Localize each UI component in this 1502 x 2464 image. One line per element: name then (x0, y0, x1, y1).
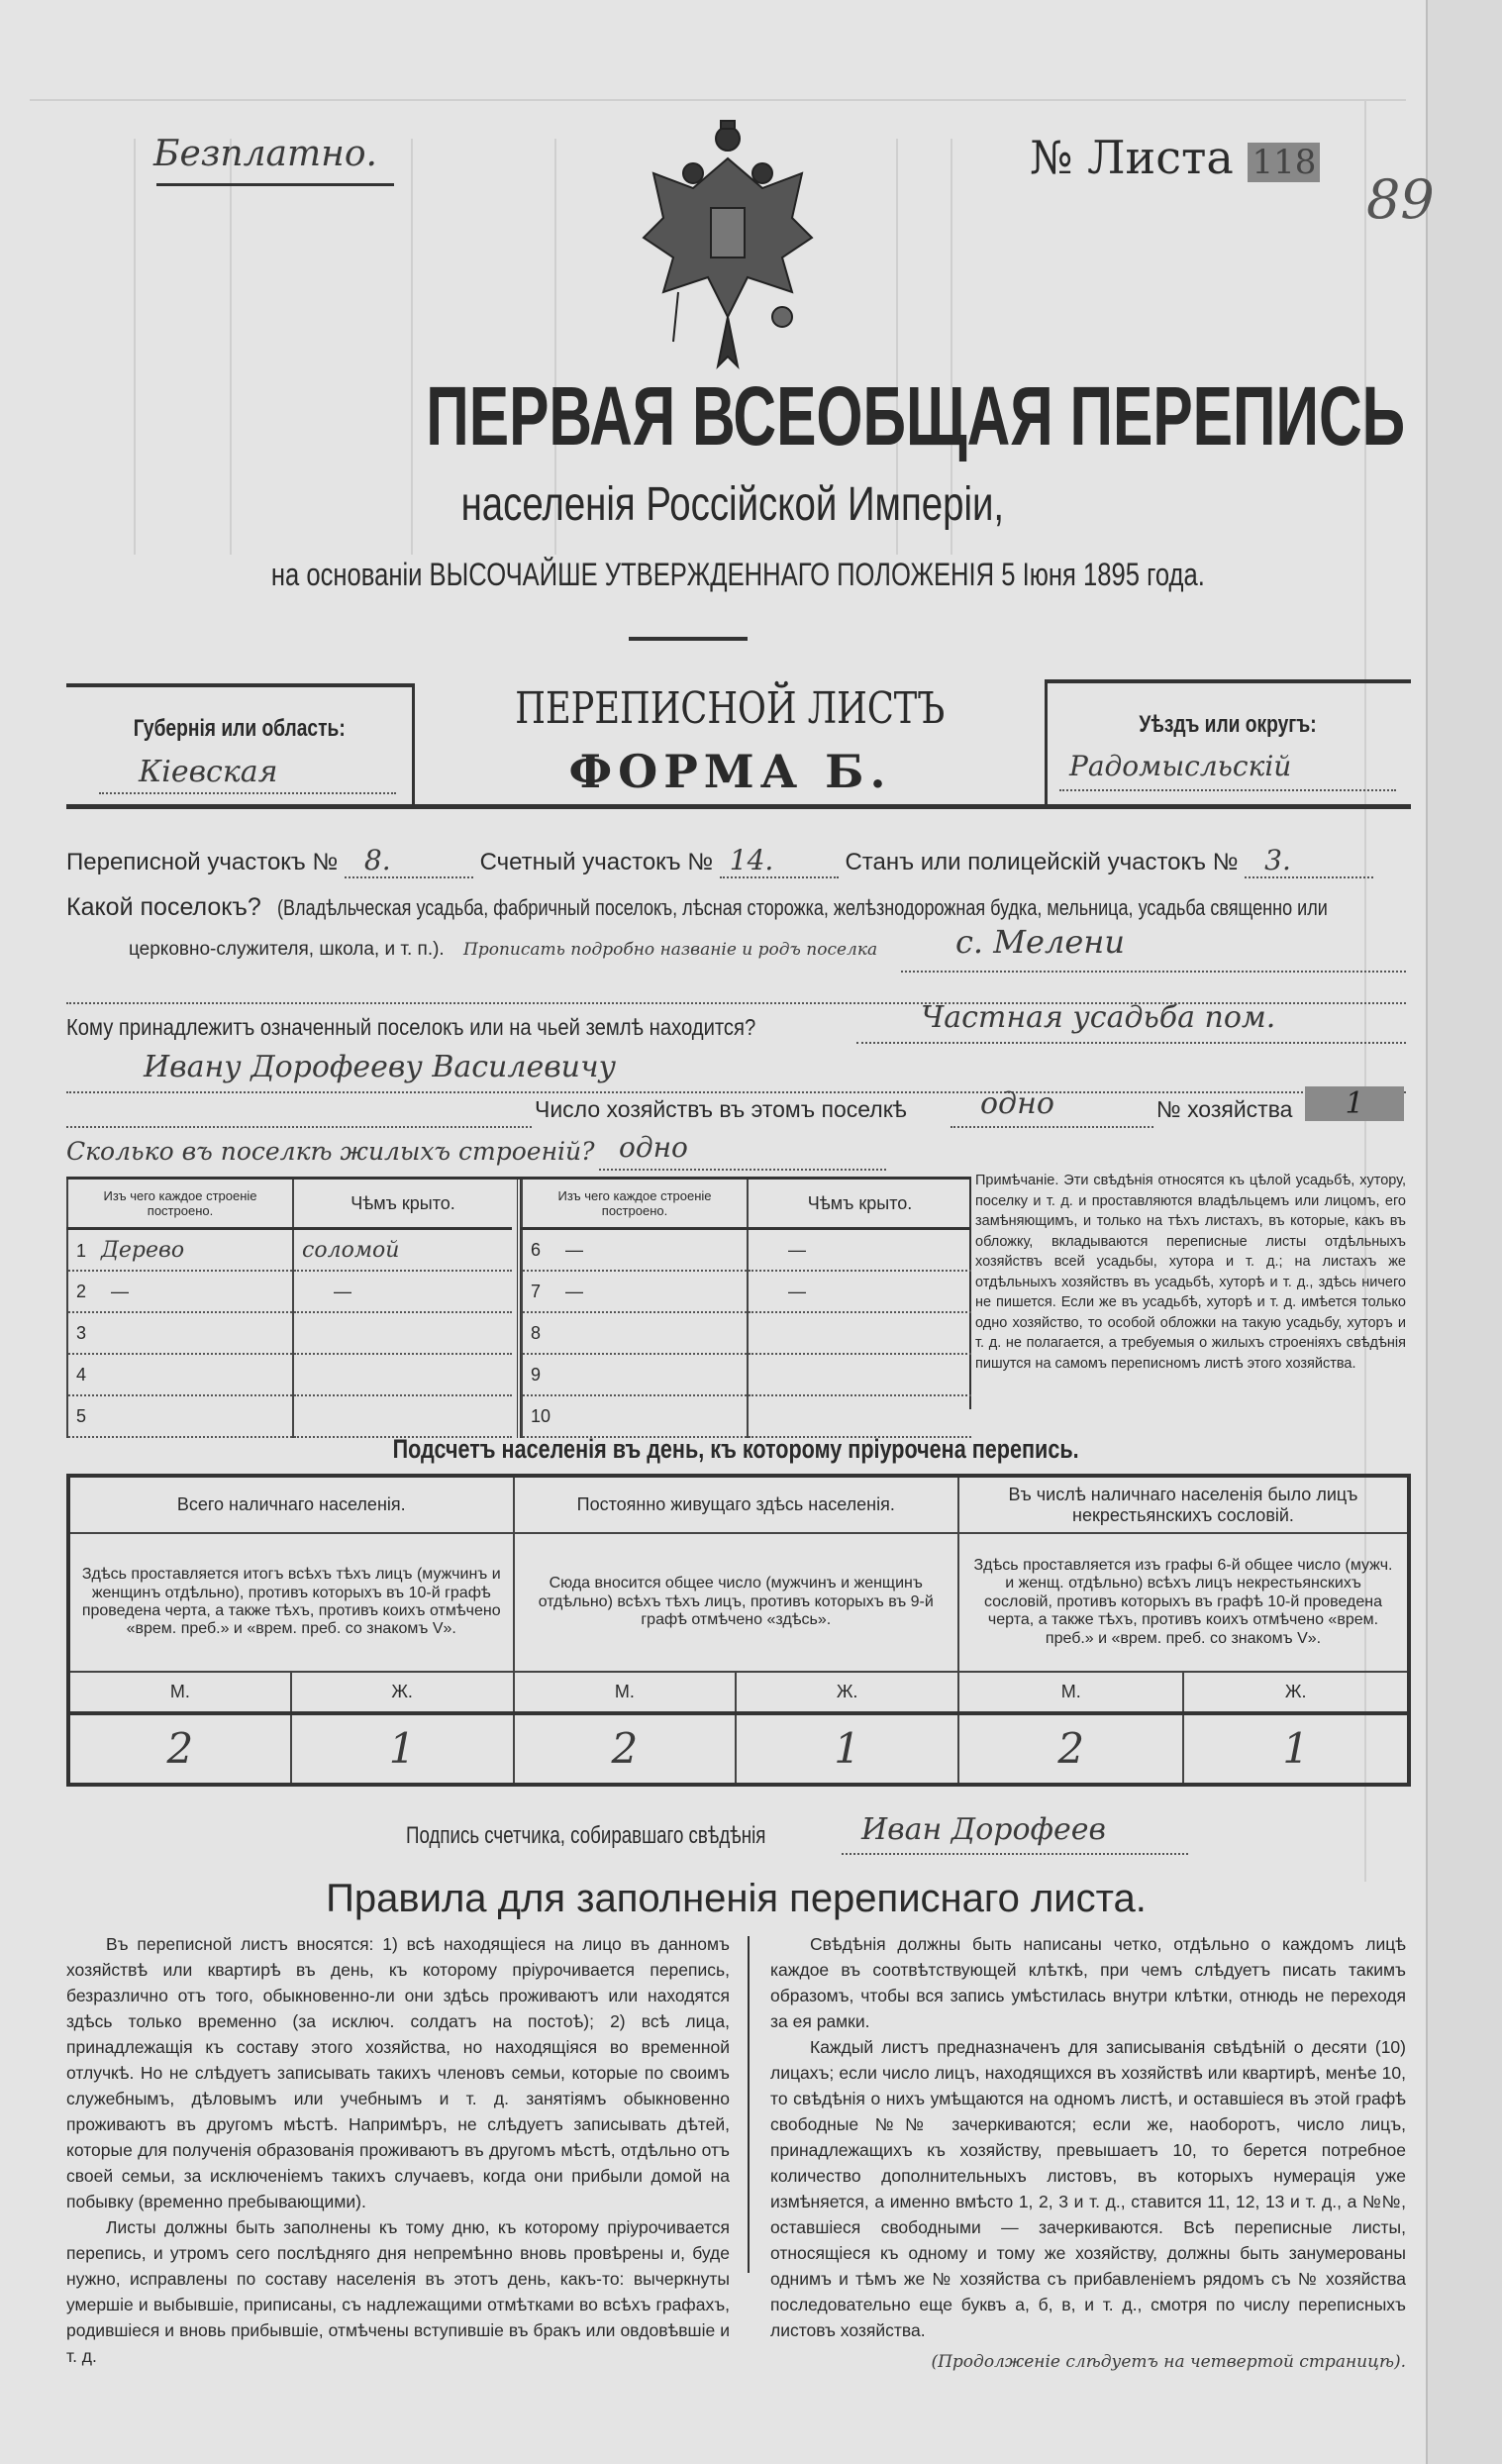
settlement-hint-3: Прописать подробно названіе и родъ поселка (463, 940, 878, 960)
title-divider (629, 637, 748, 641)
table-row (67, 1271, 512, 1312)
settlement-row-2 (129, 939, 877, 961)
col-roof-header: Чѣмъ крыто. (293, 1180, 512, 1229)
sheet-number-value: 118 (1248, 143, 1320, 182)
form-title (416, 683, 1045, 734)
form-header-divider-right (1045, 679, 1048, 805)
permanent-female-value[interactable]: 1 (736, 1713, 958, 1785)
signature-label-text: Подпись счетчика, собиравшаго свѣдѣнія (406, 1822, 766, 1849)
rules-paragraph: Свѣдѣнія должны быть написаны четко, отдѣльно о каждомъ лицѣ каждое въ соотвѣтствующей клѣткѣ, при чемъ слѣдуетъ писать такимъ образомъ, чтобы вся запись умѣстилась внутри клѣтки, отнюдь не переходя за ея рамки. (770, 1934, 1406, 2031)
roof-cell[interactable] (748, 1312, 971, 1354)
household-no-value[interactable]: 1 (1305, 1086, 1404, 1121)
page-subtitle: населенія Россійской Имперіи, (460, 478, 1005, 531)
total-female-value[interactable]: 1 (291, 1713, 514, 1785)
roof-cell[interactable]: — (748, 1271, 971, 1312)
households-line-left (66, 1126, 532, 1128)
total-male-value[interactable]: 2 (68, 1713, 291, 1785)
households-value[interactable]: одно (980, 1086, 1054, 1121)
rules-paragraph: Листы должны быть заполнены къ тому дню, къ которому пріурочивается перепись, и утромъ сего послѣдняго дня непремѣнно вновь провѣрены и, буде нужно, исправлены по составу населенія въ этотъ день, какъ-то: вычеркнуты умершіе и выбывшіе, приписаны, съ надлежащими отмѣтками во всѣхъ графахъ, родившіеся и вновь прибывшіе, отмѣчены вступившіе въ бракъ или овдовѣвшіе и т. д. (66, 2217, 730, 2366)
rules-paragraph: Каждый листъ предназначенъ для записыванія свѣдѣній о десяти (10) лицахъ; если число лицъ, находящихся въ хозяйствѣ или квартирѣ, менѣе 10, то свѣдѣнія о нихъ умѣщаются на одномъ листѣ, и оставшіеся въ этой графѣ свободные №№ зачеркиваются; если же, наоборотъ, число лицъ, принадлежащихъ къ хозяйству, превышаетъ 10, то берется потребное количество дополнительныхъ листовъ, въ которыхъ нумерація уже измѣняется, а именно вмѣсто 1, 2, 3 и т. д., ставится 11, 12, 13 и т. д., а №№, оставшіеся свободными — зачеркиваются. Всѣ переписные листы, относящіеся къ одному и тому же хозяйству, должны быть занумерованы однимъ и тѣмъ же № хозяйства съ прибавленіемъ рядомъ съ № хозяйства последовательно еще буквъ а, б, в, и т. д., смотря по числу переписныхъ листовъ хозяйства. (770, 2037, 1406, 2340)
female-label: Ж. (1183, 1672, 1409, 1713)
settlement-hint: (Владѣльческая усадьба, фабричный поселокъ, лѣсная сторожка, желѣзнодорожная будка, мельница, усадьба священно или (276, 895, 1328, 920)
count-desc-total: Здѣсь проставляется итогъ всѣхъ тѣхъ лицъ (мужчинъ и женщинъ отдѣльно), противъ которыхъ въ 10-й графѣ проведена черта, а также тѣхъ, противъ коихъ отмѣчено «врем. преб.» и «врем. преб. со знакомъ V». (68, 1533, 514, 1672)
settlement-hint-2: церковно-служителя, школа, и т. п.). (129, 939, 445, 960)
uezd-value[interactable]: Радомысльскій (1069, 750, 1292, 782)
household-no-label: № хозяйства (1156, 1096, 1293, 1122)
row-number: 8 (531, 1322, 542, 1343)
owner-value-2[interactable]: Ивану Дорофееву Василевичу (144, 1050, 617, 1084)
settlement-label: Какой поселокъ? (66, 893, 261, 921)
police-district-label: Станъ или полицейскій участокъ № (845, 849, 1239, 875)
row-number: 7 (531, 1281, 542, 1301)
count-desc-permanent: Сюда вносится общее число (мужчинъ и женщинъ отдѣльно) всѣхъ тѣхъ лицъ, противъ которыхъ въ 9-й графѣ отмѣчено «здѣсь». (514, 1533, 959, 1672)
rules-left-column (66, 1931, 730, 2369)
permanent-male-value[interactable]: 2 (514, 1713, 737, 1785)
roof-cell[interactable] (293, 1312, 512, 1354)
buildings-table-left (66, 1180, 512, 1438)
archive-page-number: 89 (1366, 168, 1435, 231)
counting-district-value[interactable]: 14. (720, 844, 839, 878)
col-roof-header-2: Чѣмъ крыто. (748, 1180, 971, 1229)
buildings-line (599, 1169, 886, 1171)
guberniya-dotted-line (99, 792, 396, 794)
double-headed-eagle-icon (634, 119, 822, 371)
count-title-text: Подсчетъ населенія въ день, къ которому пріурочена перепись. (393, 1434, 1079, 1464)
page-title: ПЕРВАЯ ВСЕОБЩАЯ ПЕРЕПИСЬ (426, 369, 1406, 462)
roof-cell[interactable]: — (748, 1230, 971, 1271)
households-label: Число хозяйствъ въ этомъ поселкѣ (535, 1096, 907, 1122)
female-label: Ж. (291, 1672, 514, 1713)
households-line (951, 1126, 1153, 1128)
sheet-number-label: № Листа (1030, 131, 1234, 184)
guberniya-label-text: Губернія или область: (134, 715, 346, 742)
signature-label (406, 1822, 867, 1850)
bleed-line (230, 139, 232, 555)
owner-value-1[interactable]: Частная усадьба пом. (921, 1000, 1276, 1035)
settlement-line (901, 971, 1406, 973)
table-row (522, 1312, 971, 1354)
population-count-table (66, 1474, 1411, 1787)
table-row (67, 1395, 512, 1437)
sheet-number (1030, 131, 1320, 184)
buildings-table (66, 1177, 971, 1426)
owner-line (856, 1042, 1406, 1044)
uezd-dotted-line (1059, 789, 1396, 791)
signature-value[interactable]: Иван Дорофеев (861, 1812, 1106, 1847)
form-header-divider-left (412, 683, 415, 805)
count-desc-nonpeasant: Здѣсь проставляется изъ графы 6-й общее число (мужч. и женщ. отдѣльно) всѣхъ лицъ некрестьянскихъ сословій, противъ которыхъ въ графѣ 10-й проведена черта, а также тѣхъ, противъ коихъ отмѣчено «врем. преб.» и «врем. преб. со знакомъ V». (958, 1533, 1409, 1672)
row-number: 2 (76, 1281, 87, 1301)
material-cell[interactable]: — (565, 1281, 584, 1301)
rules-right-column (770, 1931, 1406, 2375)
roof-cell[interactable]: — (293, 1271, 512, 1312)
form-header-bottom (66, 804, 1411, 809)
row-number: 4 (76, 1364, 87, 1385)
table-row (522, 1230, 971, 1271)
table-row (522, 1271, 971, 1312)
count-heading-permanent: Постоянно живущаго здѣсь населенія. (514, 1476, 959, 1533)
row-number: 5 (76, 1405, 87, 1426)
owner-line-2 (66, 1091, 1406, 1093)
female-label: Ж. (736, 1672, 958, 1713)
roof-cell[interactable] (293, 1354, 512, 1395)
form-name: ФОРМА Б. (568, 745, 892, 798)
rules-column-divider (748, 1936, 750, 2273)
settlement-row (66, 893, 1502, 922)
roof-cell[interactable] (293, 1395, 512, 1437)
district-row (66, 844, 1373, 878)
guberniya-label (66, 715, 413, 743)
free-label: Безплатно. (153, 134, 377, 174)
bleed-line (134, 139, 136, 555)
buildings-value[interactable]: одно (619, 1131, 688, 1164)
buildings-note: Примѣчаніе. Эти свѣдѣнія относятся къ цѣлой усадьбѣ, хутору, поселку и т. д. и проставляются владѣльцемъ или лицомъ, его замѣняющимъ, и только на тѣхъ листахъ, въ которые, какъ въ обложку, вкладываются переписные листы отдѣльныхъ хозяйствъ всей усадьбы, хутора и т. д.; на листахъ же отдѣльныхъ хозяйствъ въ усадьбѣ, хуторѣ и т. д., здѣсь ничего не пишется. Если же въ усадьбѣ, хуторѣ и т. д. имѣется только одно хозяйство, то особой обложки на такую усадьбу, хуторъ и т. д. не полагается, а требуемыя о жилыхъ строеніяхъ свѣдѣнія пишутся на самомъ переписномъ листѣ этого хозяйства. (975, 1173, 1406, 1372)
table-row (67, 1312, 512, 1354)
row-number: 9 (531, 1364, 542, 1385)
roof-cell[interactable] (748, 1354, 971, 1395)
table-row (67, 1230, 512, 1271)
buildings-table-right (517, 1180, 971, 1438)
count-heading-nonpeasant: Въ числѣ наличнаго населенія было лицъ некрестьянскихъ сословій. (958, 1476, 1409, 1533)
settlement-value[interactable]: с. Мелени (955, 923, 1125, 961)
nonpeasant-male-value[interactable]: 2 (958, 1713, 1183, 1785)
material-cell[interactable]: — (565, 1239, 584, 1260)
bleed-line (30, 99, 1406, 101)
rules-paragraph: Въ переписной листъ вносятся: 1) всѣ находящіеся на лицо въ данномъ хозяйствѣ или квартирѣ въ день, къ которому пріурочивается перепись, безразлично отъ того, обыкновенно-ли они здѣсь проживаютъ или находятся здѣсь только временно (за исключ. солдатъ на постоѣ); 2) всѣ лица, принадлежащія къ составу этого хозяйства, но находящіяся во временной отлучкѣ. Но не слѣдуетъ записывать такихъ членовъ семьи, которые по своимъ служебнымъ, дѣловымъ или учебнымъ и т. д. занятіямъ обыкновенно проживаютъ въ другомъ мѣстѣ. Напримѣръ, не слѣдуетъ записывать дѣтей, которые для полученія образованія проживаютъ въ другомъ мѣстѣ, отдѣльно отъ своей семьи, за исключеніемъ такихъ случаевъ, когда они прибыли домой на побывку (временно пребывающими). (66, 1934, 730, 2211)
col-material-header-2: Изъ чего каждое строеніе построено. (522, 1180, 748, 1229)
uezd-label-text: Уѣздъ или округъ: (1139, 711, 1317, 738)
male-label: М. (68, 1672, 291, 1713)
nonpeasant-female-value[interactable]: 1 (1183, 1713, 1409, 1785)
material-cell[interactable]: Дерево (101, 1237, 185, 1263)
count-title (66, 1434, 1406, 1465)
legal-basis: на основаніи ВЫСОЧАЙШЕ УТВЕРЖДЕННАГО ПОЛОЖЕНІЯ 5 Іюня 1895 года. (270, 557, 1205, 592)
rules-title: Правила для заполненія переписнаго листа. (326, 1877, 1147, 1920)
signature-line (842, 1853, 1188, 1855)
roof-cell[interactable] (748, 1395, 971, 1437)
material-cell[interactable]: — (111, 1281, 130, 1301)
census-district-value[interactable]: 8. (345, 844, 473, 878)
police-district-value[interactable]: 3. (1245, 844, 1373, 878)
row-number: 6 (531, 1239, 542, 1260)
roof-cell[interactable]: соломой (293, 1230, 512, 1271)
table-row (67, 1354, 512, 1395)
counting-district-label: Счетный участокъ № (479, 849, 714, 875)
census-district-label: Переписной участокъ № (66, 849, 339, 875)
owner-label (66, 1014, 850, 1041)
owner-label-text: Кому принадлежитъ означенный поселокъ или на чьей землѣ находится? (66, 1014, 756, 1040)
male-label: М. (514, 1672, 737, 1713)
form-header-top-left (66, 683, 413, 687)
male-label: М. (958, 1672, 1183, 1713)
table-row (522, 1395, 971, 1437)
buildings-label: Сколько въ поселкѣ жилыхъ строеній? (66, 1137, 595, 1166)
row-number: 10 (531, 1405, 551, 1426)
rules-continuation: (Продолженіе слѣдуетъ на четвертой страницѣ). (931, 2352, 1406, 2372)
form-title-text: ПЕРЕПИСНОЙ ЛИСТЪ (515, 683, 946, 734)
count-heading-total: Всего наличнаго населенія. (68, 1476, 514, 1533)
row-number: 1 (76, 1240, 87, 1261)
guberniya-value[interactable]: Кіевская (139, 755, 278, 789)
form-header-top-right (1045, 679, 1411, 683)
uezd-label (1050, 711, 1406, 739)
row-number: 3 (76, 1322, 87, 1343)
table-row (522, 1354, 971, 1395)
free-underline (156, 183, 394, 186)
col-material-header: Изъ чего каждое строеніе построено. (67, 1180, 293, 1229)
